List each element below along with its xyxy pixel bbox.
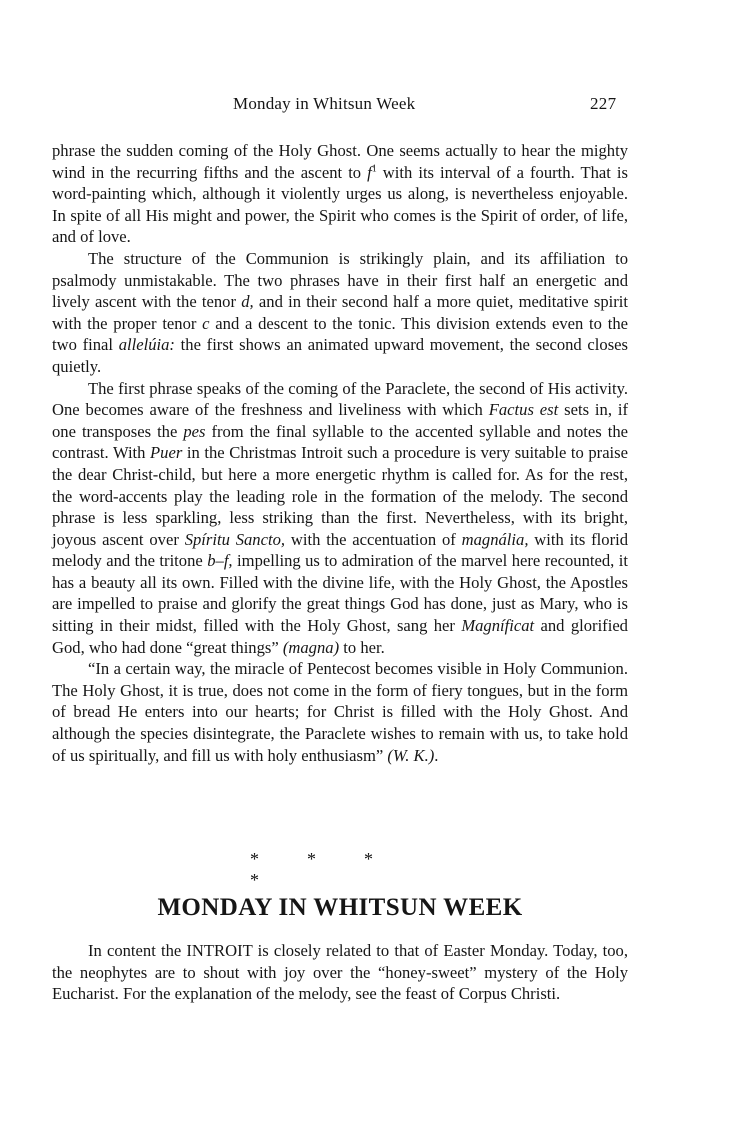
body-text bbox=[52, 140, 628, 766]
pes-term: pes bbox=[183, 421, 206, 441]
separator-star: * bbox=[364, 849, 373, 869]
magnificat-term: Magníficat bbox=[461, 616, 535, 636]
p3-text-e: with the accentuation of bbox=[285, 529, 462, 549]
section-heading: MONDAY IN WHITSUN WEEK bbox=[157, 894, 523, 921]
separator-star: * bbox=[250, 870, 259, 890]
magnalia-term: magnália, bbox=[461, 529, 529, 549]
running-title: Monday in Whitsun Week bbox=[233, 94, 416, 113]
factus-est-term: Factus est bbox=[488, 400, 559, 420]
p3-text-b: sets in, if one transposes the bbox=[52, 400, 629, 441]
p3-text-a: The first phrase speaks of the coming of the Paraclete, the second of His activity. One becomes aware of the freshness and liveliness with which bbox=[52, 378, 628, 420]
section-body bbox=[52, 940, 628, 1005]
paragraph-3 bbox=[52, 378, 628, 659]
section-separator bbox=[250, 849, 450, 891]
p3-text-d: in the Christmas Introit such a procedure is very suitable to praise the dear Christ-child, but here a more energetic rhythm is called for. As for the rest, the word-accents play the leading role in the formation of the melody. The second phrase is less sparkling, less striking than the first. Nevertheless, with its bright, joyous ascent over bbox=[52, 443, 628, 549]
paragraph-2 bbox=[52, 248, 628, 378]
tritone-term: b–f, bbox=[207, 551, 233, 571]
magna-term: (magna) bbox=[282, 637, 340, 657]
separator-star: * bbox=[250, 849, 259, 869]
note-f: f bbox=[367, 162, 372, 182]
p4-text-a: “In a certain way, the miracle of Pentecost becomes visible in Holy Communion. The Holy Ghost, it is true, does not come in the form of fiery tongues, but in the form of bread He enters into our hearts; for Christ is filled with the Holy Ghost. And although the species disintegrate, the Paraclete wishes to remain with us, to take hold of us spiritually, and fill us with holy enthusiasm” bbox=[52, 659, 628, 765]
p3-text-h: and glorified God, who had done “great things” bbox=[52, 616, 628, 657]
p2-text-a: The structure of the Communion is strikingly plain, and its affiliation to psalmody unmistakable. The two phrases have in their first half an energetic and lively ascent with the tenor bbox=[52, 248, 628, 312]
p1-text-a: phrase the sudden coming of the Holy Ghost. One seems actually to hear the mighty wind in the recurring fifths and the ascent to bbox=[52, 141, 628, 182]
paragraph-1 bbox=[52, 140, 628, 248]
note-superscript: 1 bbox=[371, 163, 377, 175]
p1-text-b: with its interval of a fourth. That is word-painting which, although it violently urges us along, is nevertheless enjoyable. In spite of all His might and power, the Spirit who comes is the Spirit of order, of life, and of love. bbox=[52, 162, 628, 247]
p3-text-c: from the final syllable to the accented syllable and notes the contrast. With bbox=[52, 421, 628, 463]
tenor-d: d, bbox=[241, 292, 254, 312]
separator-star: * bbox=[307, 849, 316, 869]
p3-text-f: with its florid melody and the tritone bbox=[52, 529, 629, 571]
puer-term: Puer bbox=[150, 443, 183, 463]
spiritu-sancto-term: Spíritu Sancto, bbox=[184, 529, 286, 549]
paragraph-4 bbox=[52, 658, 628, 766]
running-header bbox=[0, 94, 744, 116]
p3-text-i: to her. bbox=[339, 637, 385, 657]
p3-text-g: impelling us to admiration of the marvel here recounted, it has a beauty all its own. Filled with the divine life, with the Holy Ghost, the Apostles are impelled to praise and glorify the great things God has done, just as Mary, who is sitting in their midst, filled with the Holy Ghost, sang her bbox=[52, 551, 628, 636]
tenor-c: c bbox=[202, 313, 210, 333]
p4-text-b: . bbox=[434, 745, 439, 765]
alleluia-term: allelúia: bbox=[118, 335, 175, 355]
p2-text-c: and a descent to the tonic. This division extends even to the two final bbox=[52, 313, 628, 355]
citation: (W. K.) bbox=[387, 745, 435, 765]
p2-text-d: the first shows an animated upward movement, the second closes quietly. bbox=[52, 335, 628, 376]
page-number: 227 bbox=[590, 94, 617, 113]
p2-text-b: and in their second half a more quiet, meditative spirit with the proper tenor bbox=[52, 292, 628, 333]
section-paragraph: In content the INTROIT is closely related to that of Easter Monday. Today, too, the neophytes are to shout with joy over the “honey-sweet” mystery of the Holy Eucharist. For the explanation of the melody, see the feast of Corpus Christi. bbox=[52, 941, 628, 1004]
